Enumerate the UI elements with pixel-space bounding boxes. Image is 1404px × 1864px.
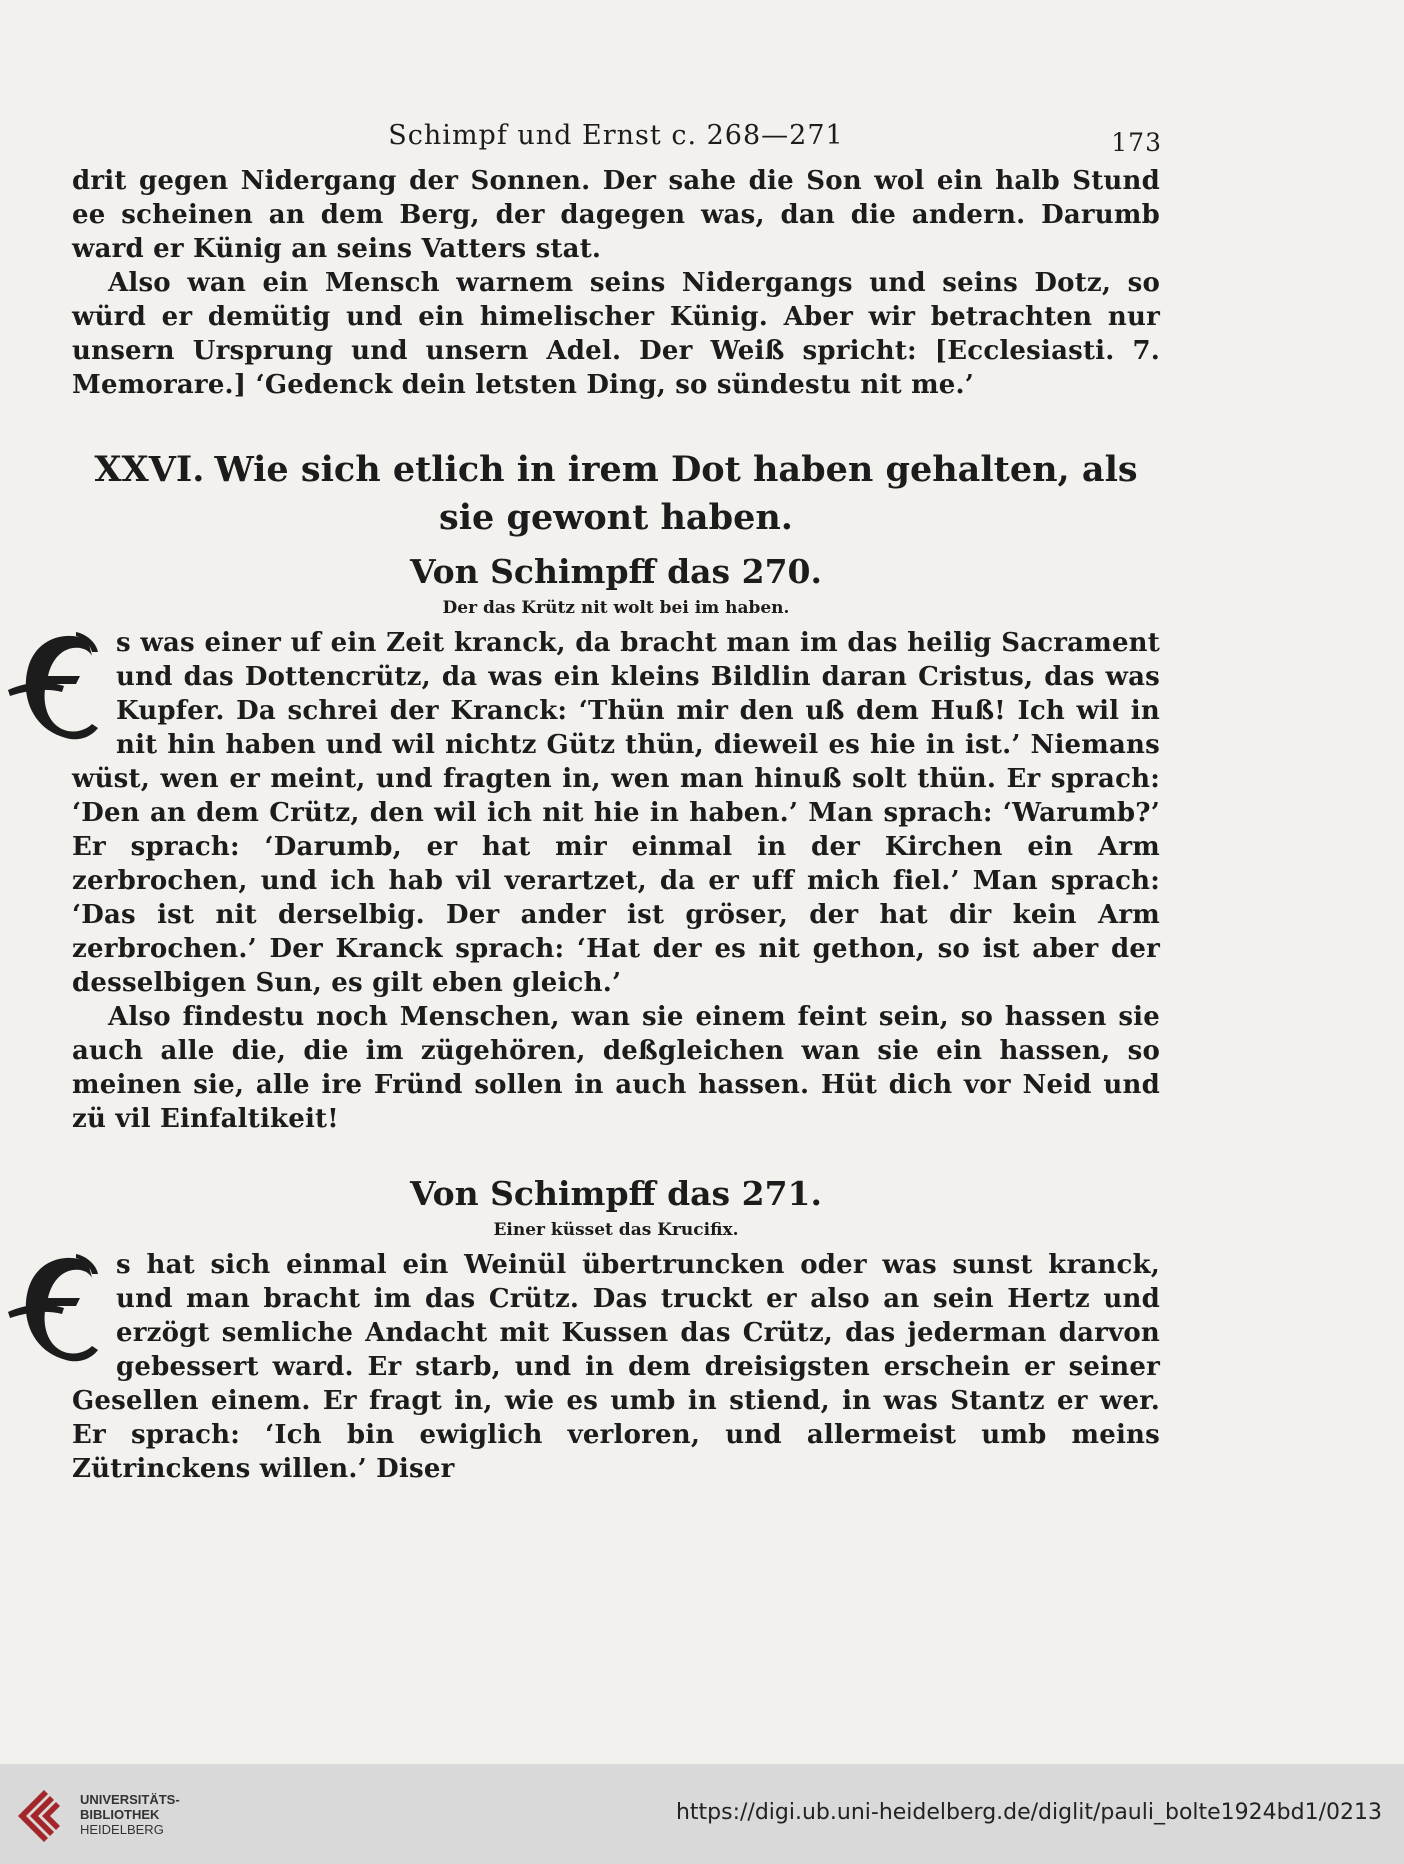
story-271-text: s hat sich einmal ein Weinül übertruncken oder was sunst kranck, und man bracht im das Crütz. Das truckt er also an sein Hertz und erzögt semliche Andacht mit Kussen das Crütz, das jederman darvon gebessert ward. Er starb, und in dem dreisigsten erschein er seiner Gesellen einem. Er fragt in, wie es umb in stiend, in was Stantz er wer. Er sprach: ‘Ich bin ewiglich verloren, und allermeist umb meins Zütrinckens willen.’ Diser	[72, 1250, 1160, 1484]
story-271	[72, 1248, 1160, 1486]
story-270-title: Von Schimpff das 270.	[410, 552, 822, 591]
chapter-number: XXVI.	[94, 449, 205, 490]
story-270-subtitle: Der das Krütz nit wolt bei im haben.	[442, 598, 790, 618]
viewer-footer	[0, 1764, 1404, 1864]
story-271-subtitle: Einer küsset das Krucifix.	[493, 1220, 739, 1240]
dropcap-e-icon	[6, 1252, 106, 1372]
library-name[interactable]	[80, 1792, 180, 1837]
running-head	[72, 120, 1160, 164]
story-270	[72, 626, 1160, 1136]
library-name-line2: BIBLIOTHEK	[80, 1807, 160, 1822]
dropcap-e-icon	[6, 630, 106, 750]
library-name-line3: HEIDELBERG	[80, 1822, 164, 1837]
chapter-heading	[72, 446, 1160, 542]
page-url-link[interactable]: https://digi.ub.uni-heidelberg.de/diglit/pauli_bolte1924bd1/0213	[675, 1800, 1382, 1825]
story-271-title: Von Schimpff das 271.	[410, 1174, 822, 1213]
page-number: 173	[1111, 128, 1162, 157]
section-gap	[72, 1136, 1160, 1166]
library-logo-icon[interactable]	[14, 1784, 74, 1848]
chapter-title: Wie sich etlich in irem Dot haben gehalten, als sie gewont haben.	[214, 449, 1138, 538]
opening-paragraph: drit gegen Nidergang der Sonnen. Der sahe die Son wol ein halb Stund ee scheinen an dem Berg, der dagegen was, dan die andern. Darumb ward er Künig an seins Vatters stat.	[72, 166, 1160, 264]
story-270-moral: Also findestu noch Menschen, wan sie einem feint sein, so hassen sie auch alle die, die im zügehören, deßgleichen wan sie ein hassen, so meinen sie, alle ire Fründ sollen in auch hassen. Hüt dich vor Neid und zü vil Einfaltikeit!	[72, 1002, 1160, 1134]
moral-paragraph: Also wan ein Mensch warnem seins Nidergangs und seins Dotz, so würd er demütig und ein himelischer Künig. Aber wir betrachten nur unsern Ursprung und unsern Adel. Der Weiß spricht: [Ecclesiasti. 7. Memorare.] ‘Gedenck dein letsten Ding, so sündestu nit me.’	[72, 268, 1160, 400]
running-head-title: Schimpf und Ernst c. 268—271	[388, 120, 844, 151]
page-content	[72, 120, 1160, 1486]
story-270-text: s was einer uf ein Zeit kranck, da bracht man im das heilig Sacrament und das Dottencrütz, da was ein kleins Bildlin daran Cristus, das was Kupfer. Da schrei der Kranck: ‘Thün mir den uß dem Huß! Ich wil in nit hin haben und wil nichtz Gütz thün, dieweil es hie in ist.’ Niemans wüst, wen er meint, und fragten in, wen man hinuß solt thün. Er sprach: ‘Den an dem Crütz, den wil ich nit hie in haben.’ Man sprach: ‘Warumb?’ Er sprach: ‘Darumb, er hat mir einmal in der Kirchen ein Arm zerbrochen, und ich hab vil verartzet, da er uff mich fiel.’ Man sprach: ‘Das ist nit derselbig. Der ander ist gröser, der hat dir kein Arm zerbrochen.’ Der Kranck sprach: ‘Hat der es nit gethon, so ist aber der desselbigen Sun, es gilt eben gleich.’	[72, 628, 1160, 998]
library-name-line1: UNIVERSITÄTS-	[80, 1792, 180, 1807]
